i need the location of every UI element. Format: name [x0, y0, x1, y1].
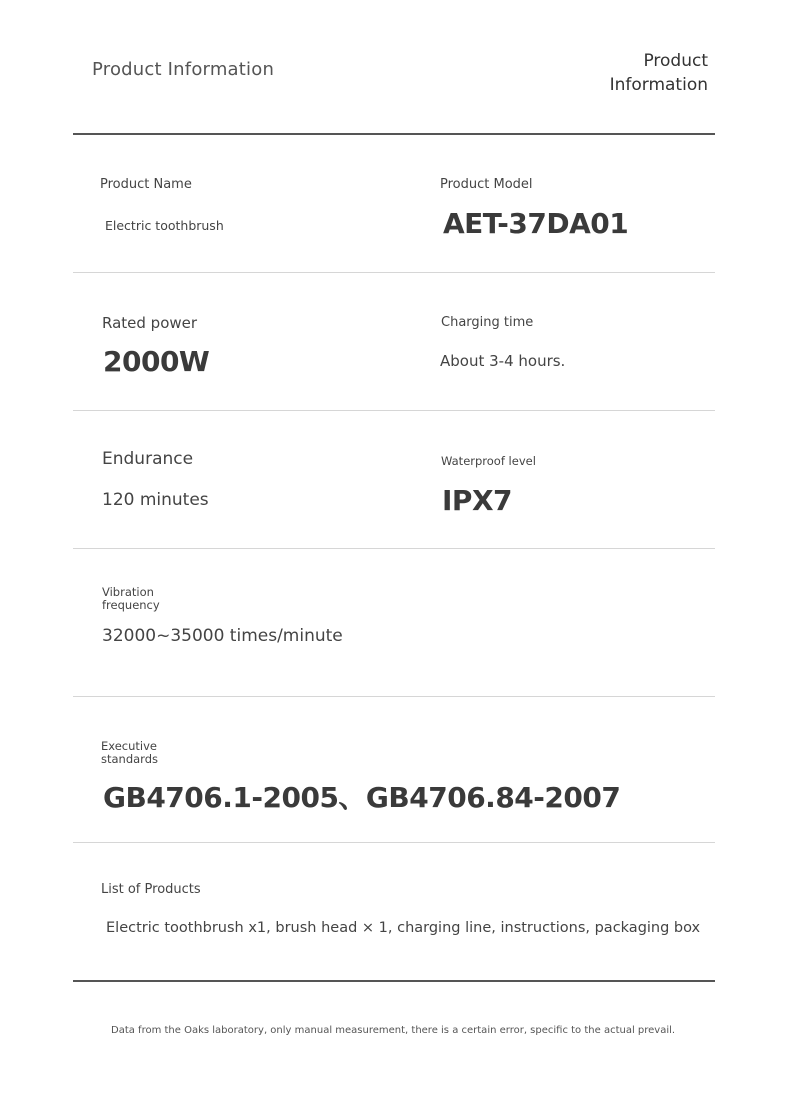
- row-divider: [73, 410, 715, 411]
- title-right-line2: Information: [609, 75, 708, 95]
- charging-time-label: Charging time: [441, 315, 534, 330]
- page-title-right: [548, 49, 708, 97]
- footer-note: Data from the Oaks laboratory, only manual measurement, there is a certain error, specific to the actual prevail.: [111, 1025, 676, 1036]
- waterproof-value: IPX7: [442, 484, 513, 517]
- vibration-label: [102, 586, 160, 612]
- charging-time-value: About 3-4 hours.: [440, 352, 566, 370]
- row-divider: [73, 548, 715, 549]
- endurance-value: 120 minutes: [102, 490, 209, 510]
- row-divider: [73, 696, 715, 697]
- list-value: Electric toothbrush x1, brush head × 1, charging line, instructions, packaging box: [106, 920, 701, 936]
- product-model-label: Product Model: [440, 177, 533, 192]
- standards-value: GB4706.1-2005、GB4706.84-2007: [103, 781, 621, 814]
- product-model-value: AET-37DA01: [443, 207, 629, 240]
- vibration-label-line2: frequency: [102, 598, 160, 612]
- standards-label-line2: standards: [101, 752, 159, 766]
- endurance-label: Endurance: [102, 449, 194, 469]
- vibration-label-line1: Vibration: [102, 585, 154, 599]
- product-name-value: Electric toothbrush: [105, 218, 224, 233]
- bottom-divider: [73, 980, 715, 982]
- row-divider: [73, 272, 715, 273]
- row-divider: [73, 842, 715, 843]
- vibration-value: 32000~35000 times/minute: [102, 626, 343, 646]
- rated-power-value: 2000W: [103, 345, 210, 378]
- top-divider: [73, 133, 715, 135]
- product-name-label: Product Name: [100, 177, 192, 192]
- page-title: Product Information: [92, 59, 275, 80]
- list-label: List of Products: [101, 882, 201, 897]
- standards-label: [101, 740, 158, 766]
- title-right-line1: Product: [643, 51, 708, 71]
- standards-label-line1: Executive: [101, 739, 157, 753]
- rated-power-label: Rated power: [102, 314, 198, 332]
- waterproof-label: Waterproof level: [441, 454, 536, 468]
